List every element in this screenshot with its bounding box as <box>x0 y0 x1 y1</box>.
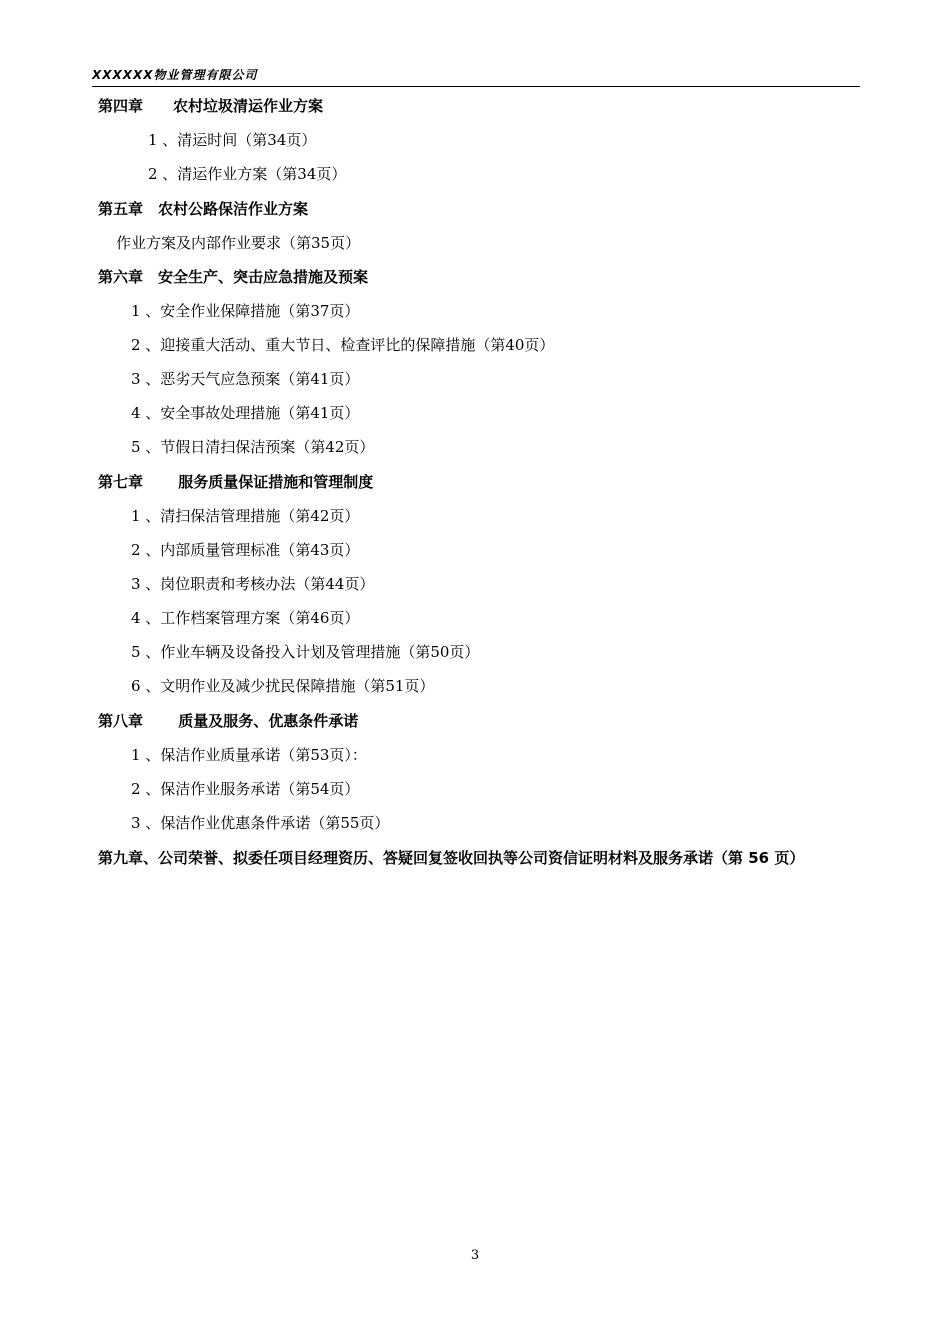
toc-entry: 3 、岗位职责和考核办法（第44页） <box>131 575 375 593</box>
toc-entry: 5 、作业车辆及设备投入计划及管理措施（第50页） <box>131 643 480 661</box>
toc-entry: 5 、节假日清扫保洁预案（第42页） <box>131 438 375 456</box>
toc-entry: 1 、清运时间（第34页） <box>148 131 317 149</box>
page-header <box>92 64 860 87</box>
toc-entry: 1 、安全作业保障措施（第37页） <box>131 302 360 320</box>
toc-entry: 作业方案及内部作业要求（第35页） <box>116 234 361 252</box>
toc-entry: 1 、保洁作业质量承诺（第53页）： <box>131 746 367 764</box>
company-name: XXXXXX物业管理有限公司 <box>92 68 258 82</box>
toc-entry: 2 、清运作业方案（第34页） <box>148 165 347 183</box>
toc-entry: 6 、文明作业及减少扰民保障措施（第51页） <box>131 677 435 695</box>
toc-chapter-heading: 第八章 质量及服务、优惠条件承诺 <box>98 712 359 730</box>
toc-chapter-heading: 第九章、公司荣誉、拟委任项目经理资历、答疑回复签收回执等公司资信证明材料及服务承诺（第 56 页） <box>98 849 805 867</box>
toc-chapter-heading: 第五章 农村公路保洁作业方案 <box>98 200 309 218</box>
toc-entry: 3 、保洁作业优惠条件承诺（第55页） <box>131 814 390 832</box>
toc-entry: 2 、内部质量管理标准（第43页） <box>131 541 360 559</box>
toc-entry: 4 、安全事故处理措施（第41页） <box>131 404 360 422</box>
toc-chapter-heading: 第四章 农村垃圾清运作业方案 <box>98 97 324 115</box>
toc-entry: 2 、迎接重大活动、重大节日、检查评比的保障措施（第40页） <box>131 336 555 354</box>
toc-entry: 3 、恶劣天气应急预案（第41页） <box>131 370 360 388</box>
toc-entry: 4 、工作档案管理方案（第46页） <box>131 609 360 627</box>
toc-entry: 2 、保洁作业服务承诺（第54页） <box>131 780 360 798</box>
toc-chapter-heading: 第七章 服务质量保证措施和管理制度 <box>98 473 374 491</box>
page-number: 3 <box>470 1248 480 1263</box>
toc-chapter-heading: 第六章 安全生产、突击应急措施及预案 <box>98 268 369 286</box>
toc-entry: 1 、清扫保洁管理措施（第42页） <box>131 507 360 525</box>
